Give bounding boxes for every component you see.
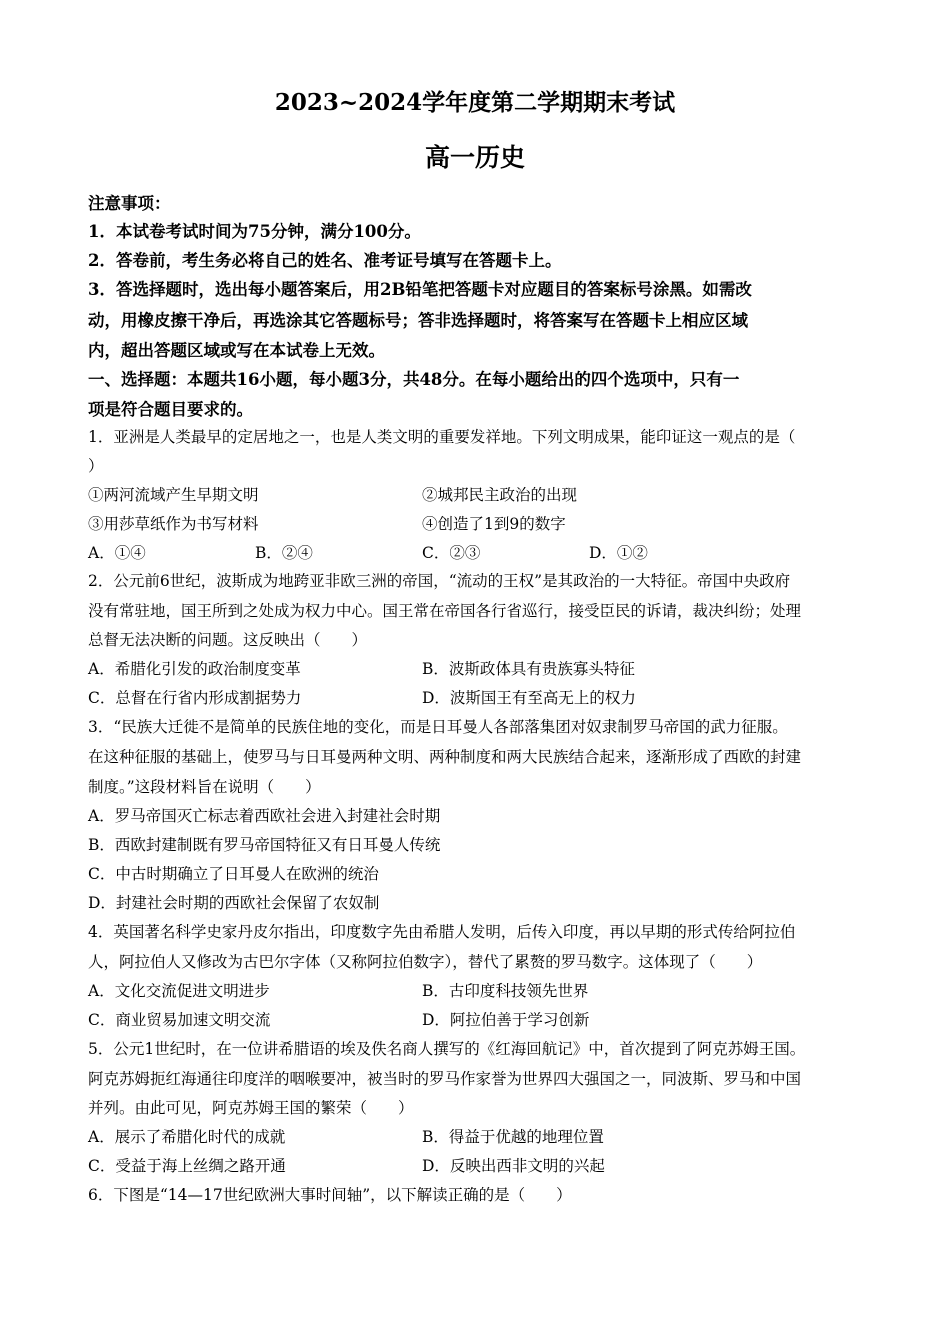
question-3-option-a: A．罗马帝国灭亡标志着西欧社会进入封建社会时期 bbox=[88, 807, 441, 825]
question-1-item: ④创造了1到9的数字 bbox=[422, 515, 566, 533]
question-3-option-d: D．封建社会时期的西欧社会保留了农奴制 bbox=[88, 894, 380, 912]
question-4-option-a: A．文化交流促进文明进步 bbox=[88, 982, 270, 1000]
notice-item: 2．答卷前，考生务必将自己的姓名、准考证号填写在答题卡上。 bbox=[88, 251, 562, 270]
question-4-stem: 人，阿拉伯人又修改为古巴尔字体（又称阿拉伯数字），替代了累赘的罗马数字。这体现了（ ） bbox=[88, 953, 763, 971]
question-2-option-a: A．希腊化引发的政治制度变革 bbox=[88, 660, 301, 678]
question-4-option-d: D．阿拉伯善于学习创新 bbox=[422, 1011, 590, 1029]
question-2-stem: 2．公元前6世纪，波斯成为地跨亚非欧三洲的帝国，“流动的王权”是其政治的一大特征。帝国中央政府 bbox=[88, 572, 791, 590]
question-1-item: ③用莎草纸作为书写材料 bbox=[88, 515, 259, 533]
question-4-stem: 4．英国著名科学史家丹皮尔指出，印度数字先由希腊人发明，后传入印度，再以早期的形式传给阿拉伯 bbox=[88, 923, 796, 941]
question-3-stem: 制度。”这段材料旨在说明（ ） bbox=[88, 778, 321, 796]
question-5-option-d: D．反映出西非文明的兴起 bbox=[422, 1157, 605, 1175]
question-5-option-c: C．受益于海上丝绸之路开通 bbox=[88, 1157, 286, 1175]
question-1-option-a: A．①④ bbox=[88, 544, 146, 562]
question-1-option-b: B．②④ bbox=[255, 544, 313, 562]
notice-item: 动，用橡皮擦干净后，再选涂其它答题标号；答非选择题时，将答案写在答题卡上相应区域 bbox=[88, 311, 748, 330]
question-1-option-d: D．①② bbox=[589, 544, 648, 562]
question-3-option-c: C．中古时期确立了日耳曼人在欧洲的统治 bbox=[88, 865, 379, 883]
notice-item: 1．本试卷考试时间为75分钟，满分100分。 bbox=[88, 222, 421, 241]
question-4-option-c: C．商业贸易加速文明交流 bbox=[88, 1011, 271, 1029]
section-heading: 一、选择题：本题共16小题，每小题3分，共48分。在每小题给出的四个选项中，只有一 bbox=[88, 370, 740, 389]
notice-item: 内，超出答题区域或写在本试卷上无效。 bbox=[88, 341, 385, 360]
section-heading: 项是符合题目要求的。 bbox=[88, 400, 253, 419]
question-3-stem: 3．“民族大迁徙不是简单的民族住地的变化，而是日耳曼人各部落集团对奴隶制罗马帝国的武力征服。 bbox=[88, 718, 788, 736]
question-5-option-b: B．得益于优越的地理位置 bbox=[422, 1128, 604, 1146]
subject-title: 高一历史 bbox=[424, 143, 525, 172]
notice-heading: 注意事项： bbox=[88, 194, 171, 213]
exam-title: 2023~2024学年度第二学期期末考试 bbox=[274, 89, 676, 116]
question-5-stem: 5．公元1世纪时，在一位讲希腊语的埃及佚名商人撰写的《红海回航记》中，首次提到了阿克苏姆王国。 bbox=[88, 1040, 806, 1058]
question-2-option-b: B．波斯政体具有贵族寡头特征 bbox=[422, 660, 635, 678]
question-6-stem: 6．下图是“14—17世纪欧洲大事时间轴”，以下解读正确的是（ ） bbox=[88, 1186, 572, 1204]
question-5-stem: 阿克苏姆扼红海通往印度洋的咽喉要冲，被当时的罗马作家誉为世界四大强国之一，同波斯、罗马和中国 bbox=[88, 1070, 802, 1088]
question-2-stem: 没有常驻地，国王所到之处成为权力中心。国王常在帝国各行省巡行，接受臣民的诉请，裁决纠纷；处理 bbox=[88, 602, 802, 620]
question-4-option-b: B．古印度科技领先世界 bbox=[422, 982, 589, 1000]
notice-item: 3．答选择题时，选出每小题答案后，用2B铅笔把答题卡对应题目的答案标号涂黑。如需改 bbox=[88, 280, 752, 299]
question-1-stem: ） bbox=[88, 457, 104, 475]
question-1-item: ②城邦民主政治的出现 bbox=[422, 486, 578, 504]
question-2-option-c: C．总督在行省内形成割据势力 bbox=[88, 689, 302, 707]
question-1-stem: 1．亚洲是人类最早的定居地之一，也是人类文明的重要发祥地。下列文明成果，能印证这一观点的是（ bbox=[88, 428, 796, 446]
question-2-option-d: D．波斯国王有至高无上的权力 bbox=[422, 689, 636, 707]
question-1-option-c: C．②③ bbox=[422, 544, 481, 562]
question-5-stem: 并列。由此可见，阿克苏姆王国的繁荣（ ） bbox=[88, 1099, 414, 1117]
question-3-option-b: B．西欧封建制既有罗马帝国特征又有日耳曼人传统 bbox=[88, 836, 441, 854]
question-1-item: ①两河流域产生早期文明 bbox=[88, 486, 259, 504]
question-3-stem: 在这种征服的基础上，使罗马与日耳曼两种文明、两种制度和两大民族结合起来，逐渐形成了西欧的封建 bbox=[88, 748, 802, 766]
question-2-stem: 总督无法决断的问题。这反映出（ ） bbox=[88, 631, 368, 649]
question-5-option-a: A．展示了希腊化时代的成就 bbox=[88, 1128, 286, 1146]
